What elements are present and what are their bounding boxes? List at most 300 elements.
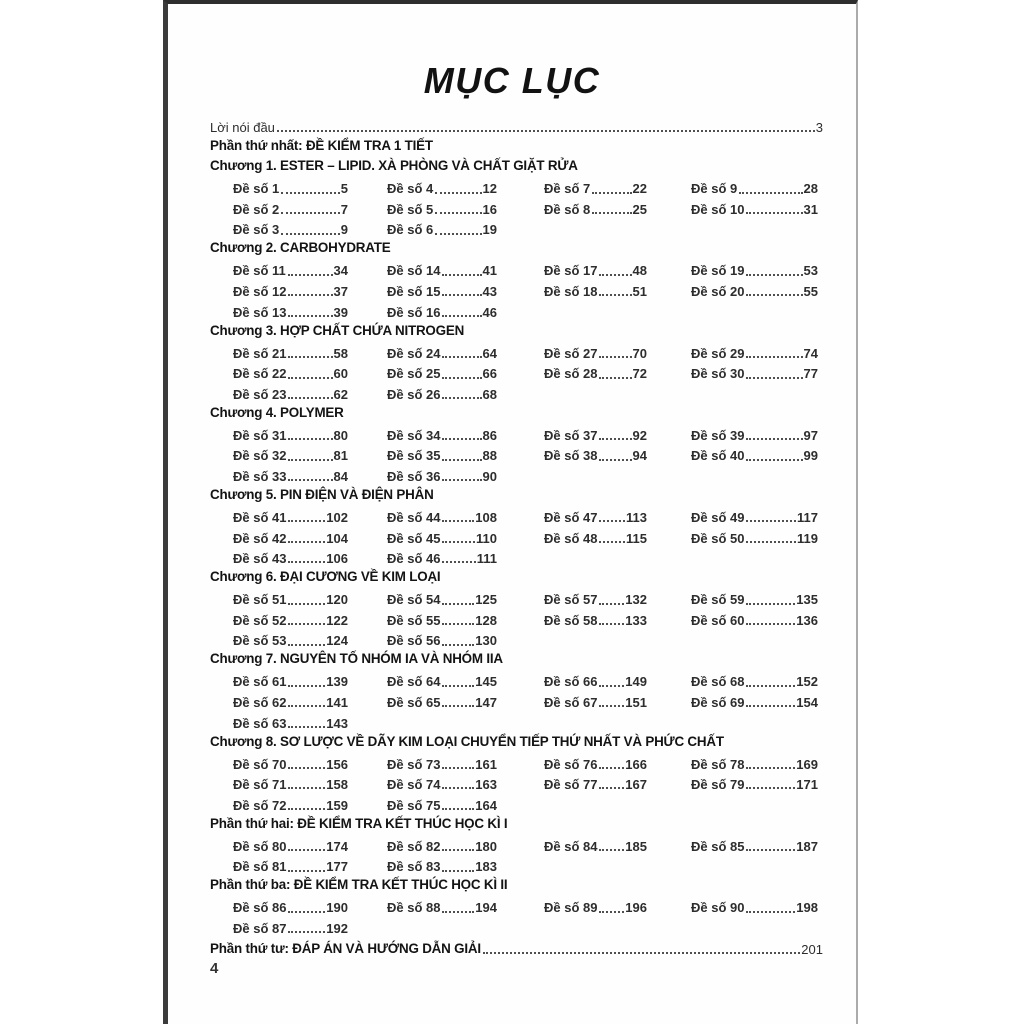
toc-entry-label: Đề số 64: [387, 674, 441, 690]
toc-entry: [544, 675, 647, 689]
toc-entry-page: 158: [326, 777, 348, 793]
dot-leader: [288, 603, 325, 605]
toc-entry-label: Đề số 51: [233, 592, 287, 608]
toc-entry: [387, 593, 497, 607]
dot-leader: [746, 520, 796, 522]
dot-leader: [288, 767, 325, 769]
toc-entry-label: Đề số 31: [233, 427, 287, 443]
toc-entry-label: Đề số 76: [544, 756, 598, 772]
dot-leader: [599, 849, 624, 851]
toc-entry-label: Đề số 18: [544, 284, 598, 300]
toc-entry-label: Đề số 65: [387, 694, 441, 710]
toc-entry-label: Đề số 7: [544, 181, 591, 197]
toc-entry: [233, 778, 348, 792]
toc-entry-label: Đề số 63: [233, 715, 287, 731]
toc-entry-label: Đề số 15: [387, 284, 441, 300]
toc-entry-page: 177: [326, 859, 348, 875]
dot-leader: [288, 356, 332, 358]
toc-entry-page: 64: [482, 345, 497, 361]
toc-entry-page: 81: [333, 448, 348, 464]
toc-intro-label: Lời nói đầu: [210, 119, 275, 135]
toc-entry: [387, 223, 497, 237]
toc-entry-page: 113: [626, 510, 647, 526]
toc-entry-label: Đề số 35: [387, 448, 441, 464]
toc-entry-row: [210, 546, 823, 567]
toc-entry: [544, 264, 647, 278]
toc-entry: [544, 347, 647, 361]
dot-leader: [746, 849, 795, 851]
toc-entry: [387, 264, 497, 278]
toc-entry-label: Đề số 3: [233, 222, 280, 238]
dot-leader: [599, 520, 625, 522]
toc-final-label: Phần thứ tư: ĐÁP ÁN VÀ HƯỚNG DẪN GIẢI: [210, 941, 481, 957]
toc-entry: [233, 758, 348, 772]
toc-section-heading: Phần thứ ba: ĐỀ KIỂM TRA KẾT THÚC HỌC KÌ II: [210, 877, 508, 893]
toc-entry-page: 74: [803, 345, 818, 361]
toc-section-heading: Chương 3. HỢP CHẤT CHỨA NITROGEN: [210, 322, 465, 338]
toc-entry-label: Đề số 12: [233, 284, 287, 300]
toc-entry: [387, 429, 497, 443]
dot-leader: [442, 315, 481, 317]
toc-entry-page: 46: [482, 304, 497, 320]
dot-leader: [483, 952, 800, 954]
toc-entry-label: Đề số 48: [544, 530, 598, 546]
toc-entry-page: 135: [796, 592, 818, 608]
dot-leader: [746, 294, 802, 296]
toc-entry-page: 147: [475, 694, 497, 710]
toc-entry-page: 102: [326, 510, 348, 526]
toc-entry-row: [210, 710, 823, 731]
toc-entry-label: Đề số 54: [387, 592, 441, 608]
dot-leader: [442, 356, 481, 358]
toc-entry-page: 99: [803, 448, 818, 464]
toc-entry-page: 84: [333, 468, 348, 484]
toc-entry: [387, 470, 497, 484]
toc-entry: [387, 532, 497, 546]
toc-entry-page: 164: [475, 797, 497, 813]
toc-entry-label: Đề số 83: [387, 859, 441, 875]
dot-leader: [746, 685, 795, 687]
toc-entry-page: 19: [482, 222, 497, 238]
toc-entry-label: Đề số 73: [387, 756, 441, 772]
dot-leader: [442, 397, 481, 399]
toc-entry-label: Đề số 61: [233, 674, 287, 690]
toc-entry-page: 86: [482, 427, 497, 443]
toc-entry-page: 171: [796, 777, 818, 793]
dot-leader: [592, 212, 631, 214]
dot-leader: [442, 274, 481, 276]
toc-entry-label: Đề số 10: [691, 201, 745, 217]
toc-entry: [387, 449, 497, 463]
toc-entry-label: Đề số 77: [544, 777, 598, 793]
toc-section-heading: Chương 8. SƠ LƯỢC VỀ DÃY KIM LOẠI CHUYỂN TIẾP THỨ NHẤT VÀ PHỨC CHẤT: [210, 733, 724, 749]
toc-entry-label: Đề số 27: [544, 345, 598, 361]
toc-entry: [544, 367, 647, 381]
toc-entry-page: 37: [333, 284, 348, 300]
dot-leader: [281, 212, 340, 214]
dot-leader: [599, 623, 624, 625]
toc-entry: [691, 840, 818, 854]
toc-entry: [544, 449, 647, 463]
toc-entry: [387, 511, 497, 525]
toc-entry: [233, 470, 348, 484]
toc-entry-page: 133: [625, 612, 647, 628]
toc-entry-page: 174: [326, 838, 348, 854]
toc-entry-page: 183: [475, 859, 497, 875]
toc-entry-label: Đề số 29: [691, 345, 745, 361]
toc-entry-label: Đề số 78: [691, 756, 745, 772]
dot-leader: [746, 767, 795, 769]
toc-entry-page: 9: [340, 222, 348, 238]
toc-entry-page: 12: [482, 181, 497, 197]
toc-entry: [691, 614, 818, 628]
toc-entry-label: Đề số 36: [387, 468, 441, 484]
toc-entry-page: 166: [625, 756, 647, 772]
toc-entry: [544, 182, 647, 196]
toc-entry-page: 132: [625, 592, 647, 608]
toc-entry: [233, 264, 348, 278]
toc-entry-page: 111: [476, 551, 497, 567]
dot-leader: [599, 787, 624, 789]
toc-entry-label: Đề số 20: [691, 284, 745, 300]
toc-entry-page: 72: [632, 366, 647, 382]
toc-entry-label: Đề số 52: [233, 612, 287, 628]
toc-entry-label: Đề số 8: [544, 201, 591, 217]
dot-leader: [281, 233, 340, 235]
toc-entry-label: Đề số 13: [233, 304, 287, 320]
toc-entry-page: 55: [803, 284, 818, 300]
toc-entry-page: 128: [475, 612, 497, 628]
toc-entry-label: Đề số 55: [387, 612, 441, 628]
toc-entry: [544, 203, 647, 217]
toc-entry-page: 122: [326, 612, 348, 628]
toc-section-heading: Chương 1. ESTER – LIPID. XÀ PHÒNG VÀ CHẤT GIẶT RỬA: [210, 158, 578, 174]
dot-leader: [442, 787, 474, 789]
toc-entry-page: 185: [625, 838, 647, 854]
toc-entry-page: 68: [482, 386, 497, 402]
toc-entry-label: Đề số 4: [387, 181, 434, 197]
toc-entry-label: Đề số 19: [691, 263, 745, 279]
toc-entry: [233, 449, 348, 463]
toc-entry-page: 119: [797, 530, 818, 546]
dot-leader: [599, 911, 624, 913]
toc-entry-label: Đề số 45: [387, 530, 441, 546]
toc-section-heading: Phần thứ nhất: ĐỀ KIỂM TRA 1 TIẾT: [210, 137, 433, 153]
dot-leader: [599, 356, 631, 358]
toc-entry-page: 115: [626, 530, 647, 546]
dot-leader: [288, 685, 325, 687]
toc-entry-label: Đề số 79: [691, 777, 745, 793]
toc-entry-page: 94: [632, 448, 647, 464]
toc-entry-page: 66: [482, 366, 497, 382]
toc-entry-label: Đề số 75: [387, 797, 441, 813]
toc-blocks: [210, 135, 823, 936]
toc-entry-page: 51: [632, 284, 647, 300]
toc-entry-label: Đề số 23: [233, 386, 287, 402]
toc-entry-page: 139: [326, 674, 348, 690]
dot-leader: [442, 644, 474, 646]
toc-entry-row: [210, 854, 823, 875]
toc-entry-page: 152: [796, 674, 818, 690]
toc-entry-label: Đề số 32: [233, 448, 287, 464]
toc-entry-row: [210, 423, 823, 444]
toc-entry-label: Đề số 5: [387, 201, 434, 217]
dot-leader: [746, 377, 802, 379]
book-page: [163, 0, 858, 1024]
toc-entry: [544, 840, 647, 854]
toc-entry-row: [210, 217, 823, 238]
toc-entry-page: 16: [482, 201, 497, 217]
dot-leader: [746, 603, 795, 605]
toc-entry-page: 39: [333, 304, 348, 320]
page-title: MỤC LỤC: [423, 60, 601, 101]
dot-leader: [288, 931, 325, 933]
dot-leader: [746, 212, 802, 214]
toc-entry-label: Đề số 39: [691, 427, 745, 443]
toc-entry-page: 154: [796, 694, 818, 710]
toc-entry-page: 34: [333, 263, 348, 279]
dot-leader: [746, 356, 802, 358]
toc-entry-row: [210, 176, 823, 197]
toc-entry-page: 48: [632, 263, 647, 279]
toc-entry: [387, 901, 497, 915]
toc-entry-label: Đề số 44: [387, 510, 441, 526]
toc-entry-page: 43: [482, 284, 497, 300]
toc-entry-page: 159: [326, 797, 348, 813]
toc-entry-label: Đề số 70: [233, 756, 287, 772]
toc-entry-page: 145: [475, 674, 497, 690]
dot-leader: [442, 870, 474, 872]
toc-entry: [691, 901, 818, 915]
toc-entry: [233, 799, 348, 813]
dot-leader: [599, 294, 631, 296]
dot-leader: [281, 192, 340, 194]
toc-entry-page: 187: [796, 838, 818, 854]
toc-entry-label: Đề số 26: [387, 386, 441, 402]
dot-leader: [435, 212, 481, 214]
toc-entry: [691, 264, 818, 278]
toc-entry-label: Đề số 24: [387, 345, 441, 361]
dot-leader: [288, 479, 332, 481]
toc-entry-label: Đề số 62: [233, 694, 287, 710]
toc-intro-page: 3: [815, 119, 823, 135]
dot-leader: [746, 705, 795, 707]
dot-leader: [442, 911, 474, 913]
toc-entry-label: Đề số 81: [233, 859, 287, 875]
toc-entry-row: [210, 792, 823, 813]
toc-entry-row: [210, 464, 823, 485]
dot-leader: [599, 603, 624, 605]
toc-entry: [691, 367, 818, 381]
toc-entry: [544, 511, 647, 525]
dot-leader: [435, 192, 481, 194]
toc-entry-page: 90: [482, 468, 497, 484]
toc-entry: [233, 429, 348, 443]
dot-leader: [739, 192, 802, 194]
toc-entry-row: [210, 608, 823, 629]
toc-entry-page: 31: [803, 201, 818, 217]
toc-entry-row: [210, 299, 823, 320]
toc-entry-page: 28: [803, 181, 818, 197]
toc-entry-label: Đề số 86: [233, 900, 287, 916]
toc-entry: [233, 223, 348, 237]
toc-entry: [233, 717, 348, 731]
toc-entry: [691, 285, 818, 299]
dot-leader: [442, 294, 481, 296]
toc-entry-row: [210, 361, 823, 382]
toc-entry-label: Đề số 74: [387, 777, 441, 793]
toc-entry-label: Đề số 25: [387, 366, 441, 382]
toc-entry-row: [210, 197, 823, 218]
toc-entry: [233, 532, 348, 546]
toc-entry: [233, 634, 348, 648]
toc-entry-page: 156: [326, 756, 348, 772]
dot-leader: [277, 130, 815, 132]
toc-entry: [387, 758, 497, 772]
toc-entry-page: 136: [796, 612, 818, 628]
toc-entry-page: 80: [333, 427, 348, 443]
toc-entry-label: Đề số 58: [544, 612, 598, 628]
toc-entry-page: 141: [326, 694, 348, 710]
toc-entry-label: Đề số 88: [387, 900, 441, 916]
dot-leader: [288, 397, 332, 399]
toc-entry: [544, 532, 647, 546]
toc-entry-page: 53: [803, 263, 818, 279]
toc-entry: [691, 182, 818, 196]
toc-entry-page: 58: [333, 345, 348, 361]
toc-entry: [233, 860, 348, 874]
toc-entry-page: 163: [475, 777, 497, 793]
toc-entry: [233, 614, 348, 628]
toc-entry: [233, 306, 348, 320]
toc-entry: [387, 634, 497, 648]
toc-entry: [691, 696, 818, 710]
toc-entry-page: 196: [625, 900, 647, 916]
dot-leader: [599, 685, 624, 687]
toc-final-row: [210, 936, 823, 957]
toc-entry-row: [210, 279, 823, 300]
toc-entry: [544, 758, 647, 772]
toc-entry-row: [210, 772, 823, 793]
toc-entry-page: 106: [326, 551, 348, 567]
toc-section-heading: Chương 7. NGUYÊN TỐ NHÓM IA VÀ NHÓM IIA: [210, 651, 503, 667]
toc-entry: [387, 778, 497, 792]
toc-entry: [233, 552, 348, 566]
toc-entry-page: 41: [482, 263, 497, 279]
dot-leader: [288, 726, 325, 728]
toc-entry-label: Đề số 89: [544, 900, 598, 916]
dot-leader: [746, 438, 802, 440]
toc-entry: [544, 285, 647, 299]
dot-leader: [599, 705, 624, 707]
toc-entry-page: 7: [340, 201, 348, 217]
toc-entry-row: [210, 443, 823, 464]
dot-leader: [442, 479, 481, 481]
toc-entry-page: 161: [475, 756, 497, 772]
dot-leader: [746, 459, 802, 461]
toc-entry-label: Đề số 1: [233, 181, 280, 197]
toc-entry-label: Đề số 84: [544, 838, 598, 854]
dot-leader: [288, 787, 325, 789]
toc-entry: [233, 367, 348, 381]
dot-leader: [599, 438, 631, 440]
toc-entry-page: 97: [803, 427, 818, 443]
toc-entry-page: 117: [797, 510, 818, 526]
toc-entry: [233, 922, 348, 936]
toc-entry-page: 110: [476, 530, 497, 546]
toc-entry-row: [210, 505, 823, 526]
dot-leader: [288, 561, 325, 563]
toc-entry: [233, 285, 348, 299]
toc-entry-label: Đề số 46: [387, 551, 441, 567]
toc-entry-page: 108: [475, 510, 497, 526]
toc-entry-label: Đề số 69: [691, 694, 745, 710]
toc-entry: [387, 306, 497, 320]
toc-entry: [233, 675, 348, 689]
toc-entry-label: Đề số 6: [387, 222, 434, 238]
toc-entry: [233, 388, 348, 402]
dot-leader: [442, 849, 474, 851]
toc-entry: [233, 203, 348, 217]
dot-leader: [599, 541, 625, 543]
toc-entry-row: [210, 258, 823, 279]
toc-entry-row: [210, 669, 823, 690]
toc-entry: [387, 367, 497, 381]
toc-entry-label: Đề số 72: [233, 797, 287, 813]
toc-entry: [691, 449, 818, 463]
toc-entry: [387, 799, 497, 813]
toc-entry-page: 125: [475, 592, 497, 608]
toc-entry-label: Đề số 22: [233, 366, 287, 382]
toc-entry: [544, 778, 647, 792]
toc-entry-page: 104: [326, 530, 348, 546]
dot-leader: [442, 561, 475, 563]
toc-entry-page: 70: [632, 345, 647, 361]
toc-entry: [233, 840, 348, 854]
toc-entry: [387, 840, 497, 854]
toc-entry-page: 149: [625, 674, 647, 690]
dot-leader: [442, 705, 474, 707]
toc-entry-label: Đề số 67: [544, 694, 598, 710]
page-number: 4: [210, 960, 219, 977]
toc-entry: [544, 696, 647, 710]
toc-entry-label: Đề số 40: [691, 448, 745, 464]
toc-entry: [691, 675, 818, 689]
toc-entry: [691, 532, 818, 546]
toc-entry: [387, 182, 497, 196]
toc-entry: [387, 388, 497, 402]
dot-leader: [442, 459, 481, 461]
toc-final-page: 201: [801, 941, 823, 957]
dot-leader: [442, 541, 475, 543]
toc-entry-page: 124: [326, 633, 348, 649]
toc-entry: [233, 593, 348, 607]
dot-leader: [442, 603, 474, 605]
toc-entry-label: Đề số 87: [233, 920, 287, 936]
toc-entry-label: Đề số 28: [544, 366, 598, 382]
dot-leader: [599, 377, 631, 379]
toc-entry-label: Đề số 49: [691, 510, 745, 526]
toc-entry-page: 60: [333, 366, 348, 382]
toc-entry-page: 151: [625, 694, 647, 710]
toc-section-heading: Chương 6. ĐẠI CƯƠNG VỀ KIM LOẠI: [210, 569, 441, 585]
toc-entry-page: 25: [632, 201, 647, 217]
toc-entry-row: [210, 382, 823, 403]
toc-section-heading: Phần thứ hai: ĐỀ KIỂM TRA KẾT THÚC HỌC KÌ I: [210, 815, 508, 831]
dot-leader: [288, 438, 332, 440]
toc-entry-row: [210, 340, 823, 361]
dot-leader: [288, 274, 333, 276]
